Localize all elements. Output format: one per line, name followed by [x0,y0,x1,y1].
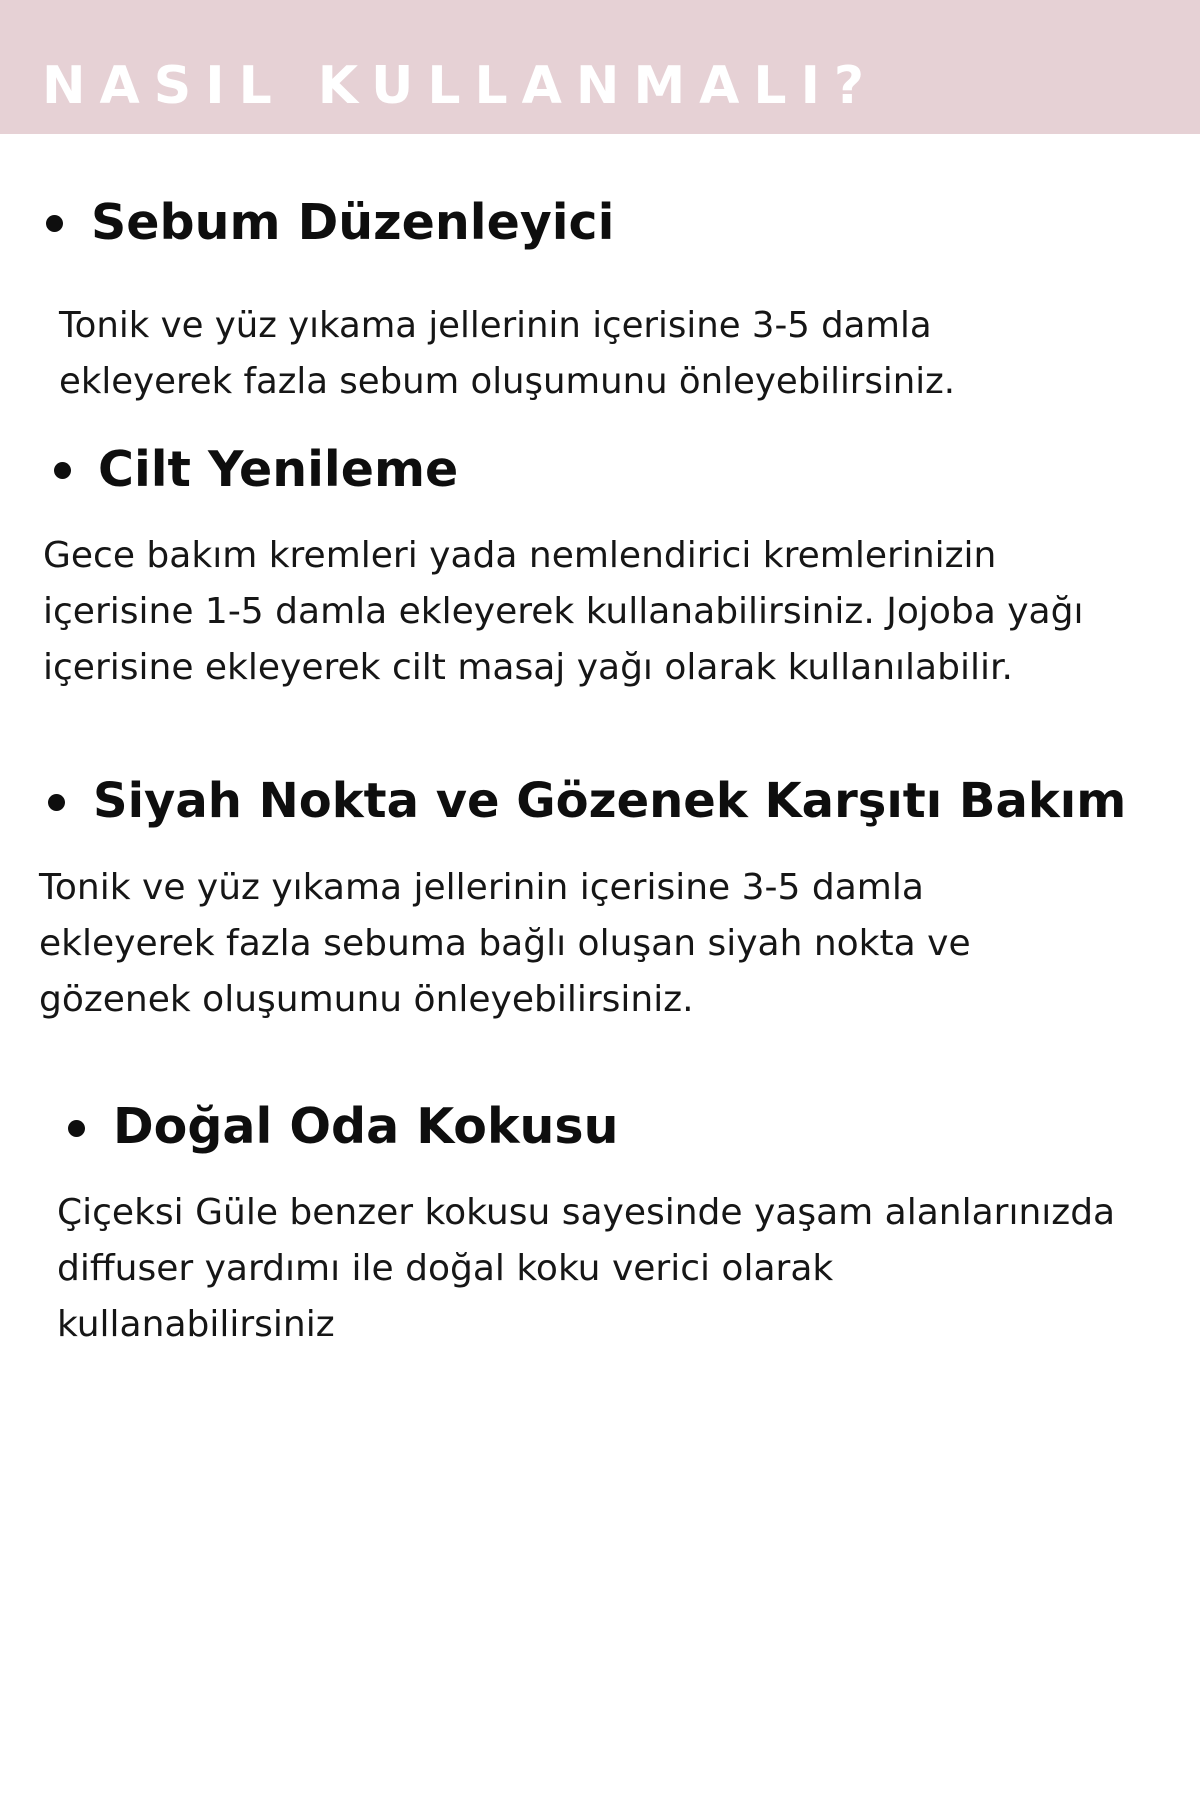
section-heading: Sebum Düzenleyici [91,194,615,251]
body-line: içerisine ekleyerek cilt masaj yağı olarak kullanılabilir. [43,647,1013,688]
section-body [57,1185,1115,1353]
body-line: Tonik ve yüz yıkama jellerinin içerisine 3-5 damla [59,305,932,346]
body-line: Tonik ve yüz yıkama jellerinin içerisine 3-5 damla [39,867,924,908]
body-line: diffuser yardımı ile doğal koku verici olarak [57,1248,834,1289]
bullet-icon [68,1120,85,1137]
body-line: Çiçeksi Güle benzer kokusu sayesinde yaşam alanlarınızda [57,1192,1116,1233]
bullet-icon [46,215,63,232]
section-body [43,528,1083,696]
section-heading: Siyah Nokta ve Gözenek Karşıtı Bakım [93,773,1127,829]
body-line: Gece bakım kremleri yada nemlendirici kremlerinizin [43,535,997,576]
bullet-icon [54,462,71,479]
page-title: NASIL KULLANMALI? [42,56,879,116]
section-body [59,298,955,410]
body-line: gözenek oluşumunu önleyebilirsiniz. [39,979,694,1020]
body-line: ekleyerek fazla sebuma bağlı oluşan siyah nokta ve [39,923,971,964]
section-body [39,860,971,1028]
bullet-icon [48,794,65,811]
section-heading: Doğal Oda Kokusu [113,1098,619,1155]
body-line: kullanabilirsiniz [57,1304,335,1345]
body-line: ekleyerek fazla sebum oluşumunu önleyebilirsiniz. [59,361,956,402]
section-heading: Cilt Yenileme [98,441,459,498]
header-band [0,0,1200,134]
body-line: içerisine 1-5 damla ekleyerek kullanabilirsiniz. Jojoba yağı [43,591,1084,632]
